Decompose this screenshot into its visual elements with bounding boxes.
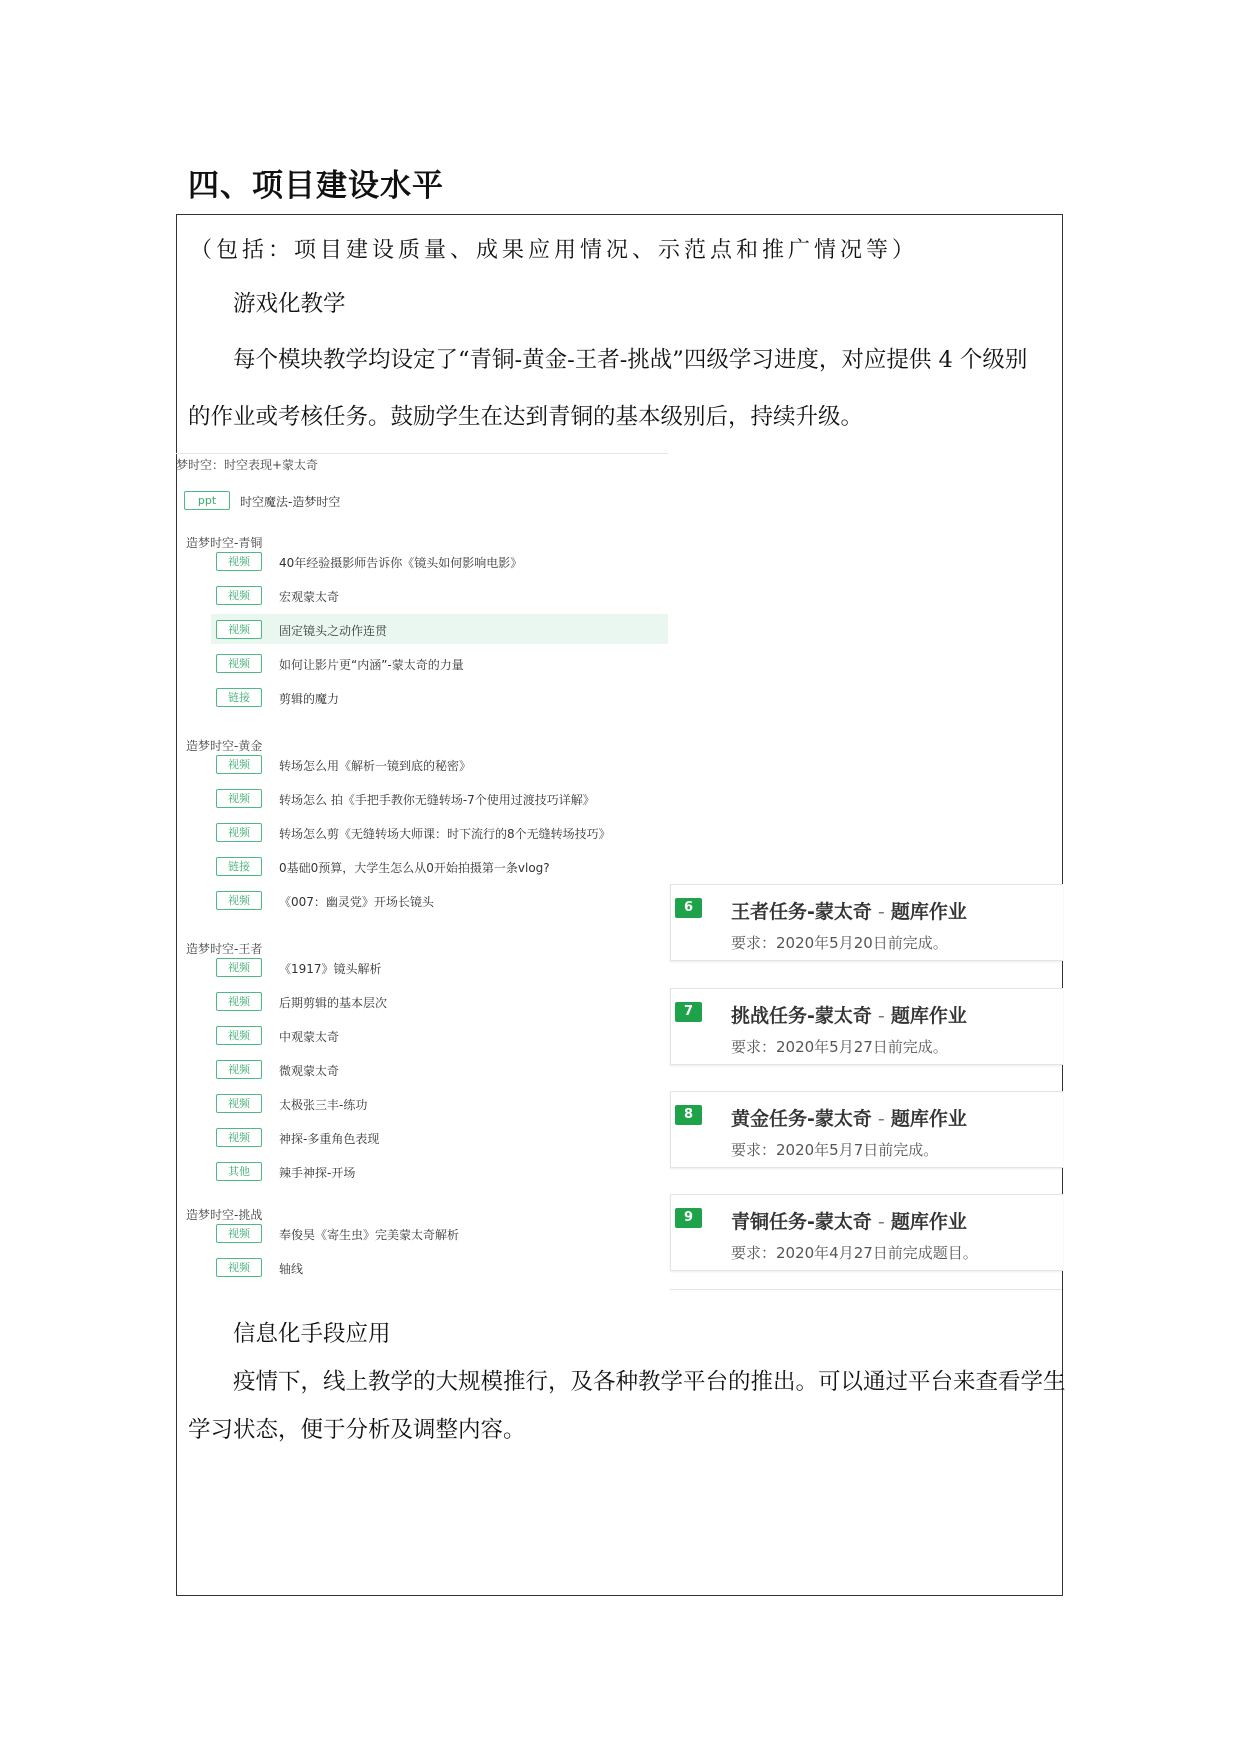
resource-type-badge: 视频 — [216, 755, 262, 774]
resource-label: 太极张三丰-练功 — [279, 1098, 368, 1112]
task-number-badge: 6 — [675, 898, 702, 918]
task-number-badge: 7 — [675, 1002, 702, 1022]
outline-group-title: 造梦时空-青铜 — [186, 536, 263, 550]
intro-item[interactable] — [176, 485, 668, 515]
resource-label: 0基础0预算，大学生怎么从0开始拍摄第一条vlog? — [279, 861, 550, 875]
resource-label: 微观蒙太奇 — [279, 1064, 340, 1078]
resource-type-badge: 视频 — [216, 789, 262, 808]
task-separator: - — [871, 1211, 891, 1233]
gamified-paragraph-line-2: 的作业或考核任务。鼓励学生在达到青铜的基本级别后，持续升级。 — [188, 404, 864, 430]
resource-type-badge: 视频 — [216, 552, 262, 571]
resource-type-badge: 视频 — [216, 1060, 262, 1079]
outline-item[interactable] — [176, 1218, 668, 1248]
intro-label: 时空魔法-造梦时空 — [240, 495, 341, 509]
task-number-badge: 8 — [675, 1105, 702, 1125]
resource-label: 《007：幽灵党》开场长镜头 — [279, 895, 434, 909]
task-card[interactable] — [670, 1091, 1063, 1168]
resource-type-badge: 视频 — [216, 620, 262, 639]
outline-item[interactable] — [176, 749, 668, 779]
task-name: 王者任务-蒙太奇 — [731, 901, 872, 923]
resource-label: 中观蒙太奇 — [279, 1030, 340, 1044]
task-separator: - — [871, 901, 891, 923]
section-title: 四、项目建设水平 — [188, 168, 444, 204]
outline-item[interactable] — [176, 1088, 668, 1118]
task-requirement: 要求：2020年5月7日前完成。 — [731, 1141, 939, 1159]
task-name: 青铜任务-蒙太奇 — [731, 1211, 872, 1233]
outline-item[interactable] — [176, 783, 668, 813]
course-outline — [176, 453, 668, 1296]
resource-type-badge: 视频 — [216, 586, 262, 605]
task-name: 挑战任务-蒙太奇 — [731, 1005, 872, 1027]
resource-type-badge: 视频 — [216, 1224, 262, 1243]
resource-type-badge: 视频 — [216, 1258, 262, 1277]
outline-item[interactable] — [176, 648, 668, 678]
resource-label: 转场怎么剪《无缝转场大师课：时下流行的8个无缝转场技巧》 — [279, 827, 611, 841]
resource-label: 转场怎么 拍《手把手教你无缝转场-7个使用过渡技巧详解》 — [279, 793, 595, 807]
ppt-badge: ppt — [184, 491, 230, 510]
resource-type-badge: 链接 — [216, 857, 262, 876]
task-type: 题库作业 — [890, 1005, 967, 1027]
gamified-heading: 游戏化教学 — [233, 291, 346, 317]
outline-item[interactable] — [176, 1252, 668, 1282]
outline-item[interactable] — [176, 986, 668, 1016]
task-title — [731, 1001, 967, 1028]
outline-group-title: 造梦时空-挑战 — [186, 1208, 263, 1222]
outline-item[interactable] — [176, 1156, 668, 1186]
task-separator: - — [871, 1108, 891, 1130]
resource-type-badge: 视频 — [216, 1026, 262, 1045]
task-card[interactable] — [670, 988, 1063, 1065]
resource-type-badge: 链接 — [216, 688, 262, 707]
resource-type-badge: 视频 — [216, 654, 262, 673]
resource-type-badge: 视频 — [216, 1094, 262, 1113]
outline-group-title: 造梦时空-王者 — [186, 942, 263, 956]
info-heading: 信息化手段应用 — [233, 1321, 391, 1347]
resource-type-badge: 视频 — [216, 992, 262, 1011]
task-title — [731, 1104, 967, 1131]
outline-item[interactable] — [176, 885, 668, 915]
task-number-badge: 9 — [675, 1208, 702, 1228]
task-requirement: 要求：2020年4月27日前完成题目。 — [731, 1244, 978, 1262]
resource-label: 40年经验摄影师告诉你《镜头如何影响电影》 — [279, 556, 523, 570]
outline-item[interactable] — [176, 580, 668, 610]
task-card[interactable] — [670, 1194, 1063, 1271]
task-name: 黄金任务-蒙太奇 — [731, 1108, 872, 1130]
scope-note: （包括：项目建设质量、成果应用情况、示范点和推广情况等） — [190, 238, 919, 263]
gamified-paragraph-line-1: 每个模块教学均设定了“青铜-黄金-王者-挑战”四级学习进度，对应提供 4 个级别 — [233, 347, 1028, 373]
task-type: 题库作业 — [890, 1108, 967, 1130]
resource-type-badge: 视频 — [216, 1128, 262, 1147]
task-type: 题库作业 — [890, 1211, 967, 1233]
resource-label: 如何让影片更“内涵”-蒙太奇的力量 — [279, 658, 464, 672]
resource-type-badge: 视频 — [216, 823, 262, 842]
resource-type-badge: 其他 — [216, 1162, 262, 1181]
resource-label: 奉俊昊《寄生虫》完美蒙太奇解析 — [279, 1228, 460, 1242]
outline-item[interactable] — [176, 851, 668, 881]
resource-label: 后期剪辑的基本层次 — [279, 996, 388, 1010]
task-card[interactable] — [670, 884, 1063, 961]
info-paragraph-line-2: 学习状态，便于分析及调整内容。 — [188, 1417, 526, 1443]
outline-item[interactable] — [176, 546, 668, 576]
resource-label: 神探-多重角色表现 — [279, 1132, 380, 1146]
task-cards — [668, 880, 1062, 1295]
outline-group-title: 造梦时空-黄金 — [186, 739, 263, 753]
course-title: 梦时空：时空表现+蒙太奇 — [176, 458, 319, 472]
resource-label: 轴线 — [279, 1262, 304, 1276]
resource-type-badge: 视频 — [216, 891, 262, 910]
resource-label: 宏观蒙太奇 — [279, 590, 340, 604]
outline-item[interactable] — [176, 1054, 668, 1084]
resource-label: 转场怎么用《解析一镜到底的秘密》 — [279, 759, 472, 773]
outline-item[interactable] — [176, 1020, 668, 1050]
task-title — [731, 1207, 967, 1234]
outline-item[interactable] — [176, 817, 668, 847]
task-type: 题库作业 — [890, 901, 967, 923]
resource-label: 剪辑的魔力 — [279, 692, 340, 706]
outline-item[interactable] — [176, 682, 668, 712]
task-requirement: 要求：2020年5月20日前完成。 — [731, 934, 948, 952]
info-paragraph-line-1: 疫情下，线上教学的大规模推行，及各种教学平台的推出。可以通过平台来查看学生 — [233, 1369, 1066, 1395]
outline-item[interactable] — [176, 952, 668, 982]
resource-label: 固定镜头之动作连贯 — [279, 624, 388, 638]
resource-type-badge: 视频 — [216, 958, 262, 977]
outline-item[interactable] — [176, 1122, 668, 1152]
task-separator: - — [871, 1005, 891, 1027]
task-requirement: 要求：2020年5月27日前完成。 — [731, 1038, 948, 1056]
resource-label: 《1917》镜头解析 — [279, 962, 382, 976]
outline-item[interactable] — [211, 614, 668, 644]
card-list-edge — [670, 1289, 1062, 1290]
task-title — [731, 897, 967, 924]
resource-label: 辣手神探-开场 — [279, 1166, 356, 1180]
